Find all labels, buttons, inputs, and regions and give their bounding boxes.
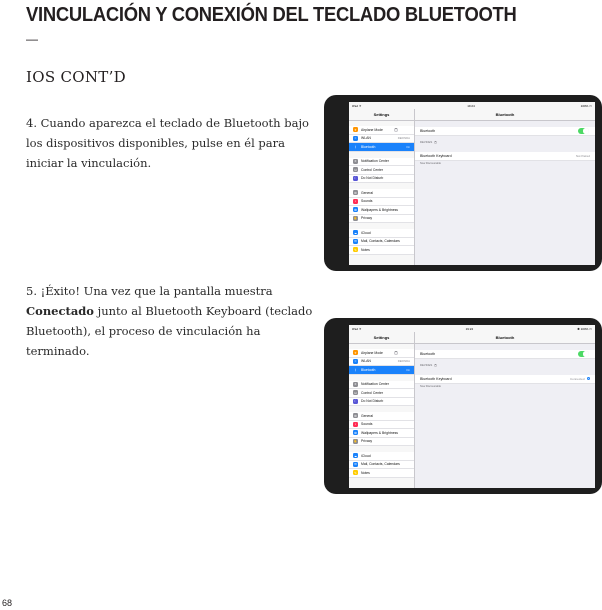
sidebar-item-privacy[interactable] bbox=[349, 438, 414, 447]
bluetooth-toggle-label: Bluetooth bbox=[420, 129, 436, 133]
step-5-text bbox=[26, 281, 316, 361]
device-status: Connected bbox=[569, 376, 585, 381]
discoverable-note: Now Discoverable bbox=[420, 162, 441, 165]
sidebar-item-label: WLAN bbox=[361, 359, 371, 364]
device-row-bluetooth-keyboard[interactable] bbox=[415, 375, 595, 384]
settings-title: Settings bbox=[349, 109, 414, 121]
status-battery: 100% ▭ bbox=[580, 103, 592, 108]
devices-caption bbox=[415, 136, 595, 146]
sounds-icon: ♪ bbox=[354, 199, 357, 204]
sidebar-item-label: iCloud bbox=[361, 453, 371, 458]
step-5-text-start: 5. ¡Éxito! Una vez que la pantalla muestra bbox=[26, 284, 273, 298]
privacy-icon: ✋ bbox=[353, 216, 358, 221]
settings-group-connectivity bbox=[349, 126, 414, 152]
searching-spinner-icon bbox=[434, 364, 437, 367]
bluetooth-toggle-row bbox=[415, 127, 595, 136]
bluetooth-pane bbox=[415, 332, 595, 488]
searching-spinner-icon bbox=[434, 141, 437, 144]
sounds-icon: ♪ bbox=[354, 422, 357, 427]
sidebar-item-label: General bbox=[361, 190, 374, 195]
sidebar-item-label: Control Center bbox=[361, 167, 384, 172]
sidebar-item-label: Do Not Disturb bbox=[361, 176, 384, 181]
sidebar-item-label: Wallpapers & Brightness bbox=[361, 207, 398, 212]
cloud-icon: ☁ bbox=[354, 230, 357, 235]
sidebar-item-label: Mail, Contacts, Calendars bbox=[361, 462, 400, 467]
sidebar-item-label: Notes bbox=[361, 247, 370, 252]
sidebar-item-mail[interactable] bbox=[349, 238, 414, 247]
sidebar-item-icloud[interactable] bbox=[349, 452, 414, 461]
sidebar-item-notification-center[interactable] bbox=[349, 158, 414, 167]
bluetooth-toggle-group bbox=[415, 350, 595, 359]
sidebar-item-value: DEFINDA bbox=[397, 136, 410, 141]
bluetooth-toggle[interactable] bbox=[578, 351, 589, 357]
sidebar-item-icloud[interactable] bbox=[349, 229, 414, 238]
sidebar-item-label: Sounds bbox=[361, 422, 373, 427]
sidebar-item-wlan[interactable] bbox=[349, 135, 414, 144]
device-status: Not Paired bbox=[575, 153, 590, 158]
control-center-icon: ⊟ bbox=[354, 390, 357, 395]
bluetooth-toggle-row bbox=[415, 350, 595, 359]
wallpaper-icon: ✿ bbox=[354, 207, 357, 212]
settings-group-system bbox=[349, 158, 414, 184]
status-bar bbox=[349, 102, 595, 109]
step-4-text: 4. Cuando aparezca el teclado de Bluetooth bajo los dispositivos disponibles, pulse en él para iniciar la vinculación. bbox=[26, 116, 309, 170]
sidebar-item-do-not-disturb[interactable] bbox=[349, 175, 414, 184]
sidebar-item-label: Notification Center bbox=[361, 159, 389, 164]
title-dash: — bbox=[26, 32, 38, 46]
sidebar-item-label: WLAN bbox=[361, 136, 371, 141]
devices-caption-text: DEVICES bbox=[420, 140, 433, 144]
bluetooth-icon: ᛒ bbox=[354, 367, 357, 372]
sidebar-item-wallpapers[interactable] bbox=[349, 429, 414, 438]
loading-icon bbox=[394, 351, 398, 355]
wallpaper-icon: ✿ bbox=[354, 430, 357, 435]
sidebar-item-label: Sounds bbox=[361, 199, 373, 204]
connected-emphasis: Conectado bbox=[26, 304, 94, 318]
sidebar-item-label: Do Not Disturb bbox=[361, 399, 384, 404]
devices-list bbox=[415, 375, 595, 384]
bluetooth-pane-title: Bluetooth bbox=[415, 332, 595, 344]
sidebar-item-label: Notification Center bbox=[361, 382, 389, 387]
sidebar-item-bluetooth[interactable] bbox=[349, 366, 414, 375]
bluetooth-toggle[interactable] bbox=[578, 128, 589, 134]
sidebar-item-label: General bbox=[361, 413, 374, 418]
sidebar-item-wlan[interactable] bbox=[349, 358, 414, 367]
device-name: Bluetooth Keyboard bbox=[420, 376, 452, 381]
sidebar-item-privacy[interactable] bbox=[349, 215, 414, 224]
privacy-icon: ✋ bbox=[353, 439, 358, 444]
ipad-screenshot-not-paired bbox=[324, 95, 602, 271]
cloud-icon: ☁ bbox=[354, 453, 357, 458]
devices-caption bbox=[415, 359, 595, 369]
info-icon[interactable]: i bbox=[587, 377, 589, 380]
sidebar-item-label: Privacy bbox=[361, 439, 373, 444]
notes-icon: ✎ bbox=[354, 247, 357, 252]
settings-group-connectivity bbox=[349, 349, 414, 375]
mail-icon: ✉ bbox=[354, 239, 357, 244]
status-time: 19:24 bbox=[467, 103, 475, 108]
gear-icon: ⚙ bbox=[354, 413, 357, 418]
settings-title: Settings bbox=[349, 332, 414, 344]
settings-sidebar bbox=[349, 109, 415, 265]
status-carrier: iPad ✈ bbox=[352, 103, 362, 108]
sidebar-item-label: Airplane Mode bbox=[361, 127, 383, 132]
settings-group-general bbox=[349, 412, 414, 446]
settings-sidebar bbox=[349, 332, 415, 488]
notification-icon: ≡ bbox=[354, 159, 357, 164]
page-title: VINCULACIÓN Y CONEXIÓN DEL TECLADO BLUETOOTH bbox=[26, 4, 517, 26]
sidebar-item-value: On bbox=[406, 144, 410, 149]
section-heading: IOS CONT’D bbox=[26, 68, 126, 86]
sidebar-item-value: On bbox=[406, 367, 410, 372]
sidebar-item-control-center[interactable] bbox=[349, 389, 414, 398]
sidebar-item-control-center[interactable] bbox=[349, 166, 414, 175]
airplane-icon: ✈ bbox=[354, 127, 357, 132]
ipad-screen bbox=[349, 325, 595, 488]
sidebar-item-notes[interactable] bbox=[349, 469, 414, 478]
sidebar-item-label: Mail, Contacts, Calendars bbox=[361, 239, 400, 244]
device-status-wrap bbox=[570, 377, 590, 381]
bluetooth-pane-title: Bluetooth bbox=[415, 109, 595, 121]
sidebar-item-label: Notes bbox=[361, 470, 370, 475]
sidebar-item-label: iCloud bbox=[361, 230, 371, 235]
sidebar-item-label: Wallpapers & Brightness bbox=[361, 430, 398, 435]
bluetooth-toggle-group bbox=[415, 127, 595, 136]
sidebar-item-airplane-mode[interactable] bbox=[349, 126, 414, 135]
sidebar-item-notification-center[interactable] bbox=[349, 381, 414, 390]
status-bar bbox=[349, 325, 595, 332]
bluetooth-pane bbox=[415, 109, 595, 265]
devices-caption-text: DEVICES bbox=[420, 363, 433, 367]
sidebar-item-label: Bluetooth bbox=[361, 144, 376, 149]
control-center-icon: ⊟ bbox=[354, 167, 357, 172]
sidebar-item-value: DEFINDA bbox=[397, 359, 410, 364]
sidebar-item-notes[interactable] bbox=[349, 246, 414, 255]
status-battery: ✱ 100% ▭ bbox=[577, 326, 592, 331]
sidebar-item-label: Airplane Mode bbox=[361, 350, 383, 355]
status-time: 19:24 bbox=[465, 326, 474, 331]
loading-icon bbox=[394, 128, 398, 132]
sidebar-item-label: Control Center bbox=[361, 390, 384, 395]
device-row-bluetooth-keyboard[interactable] bbox=[415, 152, 595, 161]
page-number: 68 bbox=[2, 598, 13, 608]
sidebar-item-sounds[interactable] bbox=[349, 421, 414, 430]
notification-icon: ≡ bbox=[354, 382, 357, 387]
sidebar-item-bluetooth[interactable] bbox=[349, 143, 414, 152]
sidebar-item-sounds[interactable] bbox=[349, 198, 414, 207]
gear-icon: ⚙ bbox=[354, 190, 357, 195]
settings-group-general bbox=[349, 189, 414, 223]
settings-group-accounts bbox=[349, 452, 414, 478]
wifi-icon: ≈ bbox=[354, 136, 357, 141]
device-name: Bluetooth Keyboard bbox=[420, 153, 452, 158]
sidebar-item-label: Bluetooth bbox=[361, 367, 376, 372]
devices-list bbox=[415, 152, 595, 161]
sidebar-item-mail[interactable] bbox=[349, 461, 414, 470]
step-5-text-end: junto al Bluetooth Keyboard (teclado Bluetooth), el proceso de vinculación ha terminado. bbox=[26, 304, 313, 358]
discoverable-note: Now Discoverable bbox=[420, 385, 441, 388]
sidebar-item-label: Privacy bbox=[361, 216, 373, 221]
sidebar-item-do-not-disturb[interactable] bbox=[349, 398, 414, 407]
ipad-screen bbox=[349, 102, 595, 265]
wifi-icon: ≈ bbox=[354, 359, 357, 364]
settings-group-accounts bbox=[349, 229, 414, 255]
sidebar-item-wallpapers[interactable] bbox=[349, 206, 414, 215]
settings-group-system bbox=[349, 381, 414, 407]
moon-icon: ☾ bbox=[354, 176, 357, 181]
sidebar-item-airplane-mode[interactable] bbox=[349, 349, 414, 358]
mail-icon: ✉ bbox=[354, 462, 357, 467]
bluetooth-toggle-label: Bluetooth bbox=[420, 352, 436, 356]
status-carrier: iPad ✈ bbox=[352, 326, 362, 331]
sidebar-item-general[interactable] bbox=[349, 412, 414, 421]
bluetooth-icon: ᛒ bbox=[354, 144, 357, 149]
moon-icon: ☾ bbox=[354, 399, 357, 404]
sidebar-item-general[interactable] bbox=[349, 189, 414, 198]
airplane-icon: ✈ bbox=[354, 350, 357, 355]
notes-icon: ✎ bbox=[354, 470, 357, 475]
ipad-screenshot-connected bbox=[324, 318, 602, 494]
